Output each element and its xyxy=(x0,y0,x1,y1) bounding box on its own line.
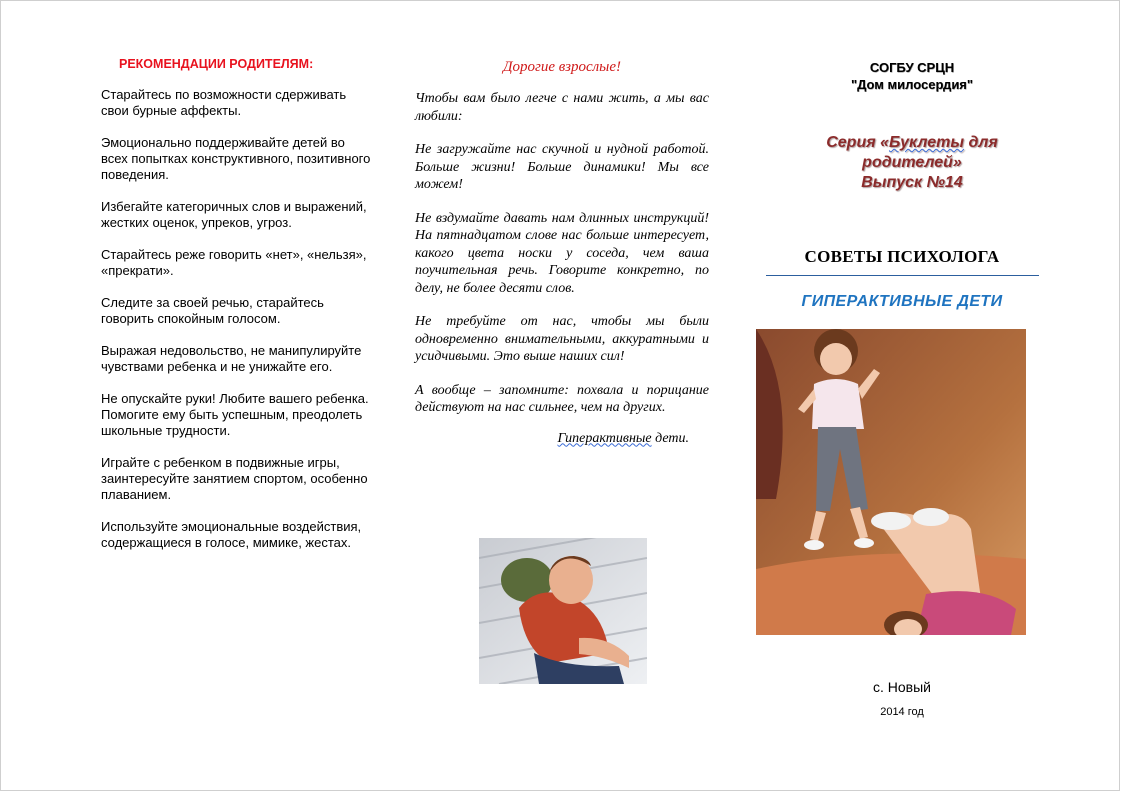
divider-line xyxy=(766,275,1039,276)
series-pre: Серия « xyxy=(826,134,889,151)
series-post: для родителей» xyxy=(862,134,998,171)
recommendation-item: Эмоционально поддерживайте детей во всех попытках конструктивного, позитивного поведения. xyxy=(101,135,371,182)
recommendation-item: Избегайте категоричных слов и выражений, жестких оценок, упреков, угроз. xyxy=(101,199,367,230)
signature-rest: дети. xyxy=(651,430,689,446)
recommendation-item: Используйте эмоциональные воздействия, содержащиеся в голосе, мимике, жестах. xyxy=(101,519,362,550)
letter-greeting: Дорогие взрослые! xyxy=(503,59,621,75)
jumping-children-photo xyxy=(756,329,1026,635)
recommendation-item: Старайтесь реже говорить «нет», «нельзя», «прекрати». xyxy=(101,247,367,278)
issue-number: Выпуск №14 xyxy=(861,174,963,191)
topic-title: ГИПЕРАКТИВНЫЕ ДЕТИ xyxy=(801,293,1003,310)
organization-name xyxy=(777,59,1047,93)
organization-line: "Дом милосердия" xyxy=(850,77,974,92)
letter-column xyxy=(415,59,709,447)
letter-paragraph: Не требуйте от нас, чтобы мы были одновременно внимательными, аккуратными и усидчивыми. Это выше наших сил! xyxy=(415,314,709,364)
boy-on-stairs-photo xyxy=(479,538,647,684)
recommendations-column xyxy=(101,57,371,567)
letter-paragraph: Чтобы вам было легче с нами жить, а мы вас любили: xyxy=(415,91,709,124)
letter-paragraph: А вообще – запомните: похвала и порицание действуют на нас сильнее, чем на других. xyxy=(415,382,709,415)
organization-line: СОГБУ СРЦН xyxy=(869,60,955,75)
cover-column xyxy=(757,59,1047,267)
letter-paragraph: Не загружайте нас скучной и нудной работой. Больше жизни! Больше динамики! Мы все можем! xyxy=(415,142,709,192)
publication-year: 2014 год xyxy=(880,706,924,718)
recommendation-item: Не опускайте руки! Любите вашего ребенка. Помогите ему быть успешным, преодолеть школьные трудности. xyxy=(101,391,369,438)
series-title xyxy=(777,133,1047,193)
recommendation-item: Выражая недовольство, не манипулируйте чувствами ребенка и не унижайте его. xyxy=(101,343,362,374)
advice-title: СОВЕТЫ ПСИХОЛОГА xyxy=(804,247,1000,266)
letter-signature xyxy=(415,431,709,447)
recommendation-item: Старайтесь по возможности сдерживать свои бурные аффекты. xyxy=(101,87,347,118)
recommendation-item: Играйте с ребенком в подвижные игры, заинтересуйте занятием спортом, особенно плаванием. xyxy=(101,455,368,502)
recommendation-item: Следите за своей речью, старайтесь говорить спокойным голосом. xyxy=(101,295,324,326)
recommendations-heading: РЕКОМЕНДАЦИИ РОДИТЕЛЯМ: xyxy=(119,57,314,71)
signature-word: Гиперактивные xyxy=(557,430,652,446)
place-name: с. Новый xyxy=(873,679,931,695)
letter-paragraph: Не вздумайте давать нам длинных инструкций! На пятнадцатом слове нас больше интересует, какого цвета носки у соседа, чем ваша поучительная речь. Говорите конкретно, по делу, не более десяти слов. xyxy=(415,210,709,296)
series-word: Буклеты xyxy=(888,134,965,151)
